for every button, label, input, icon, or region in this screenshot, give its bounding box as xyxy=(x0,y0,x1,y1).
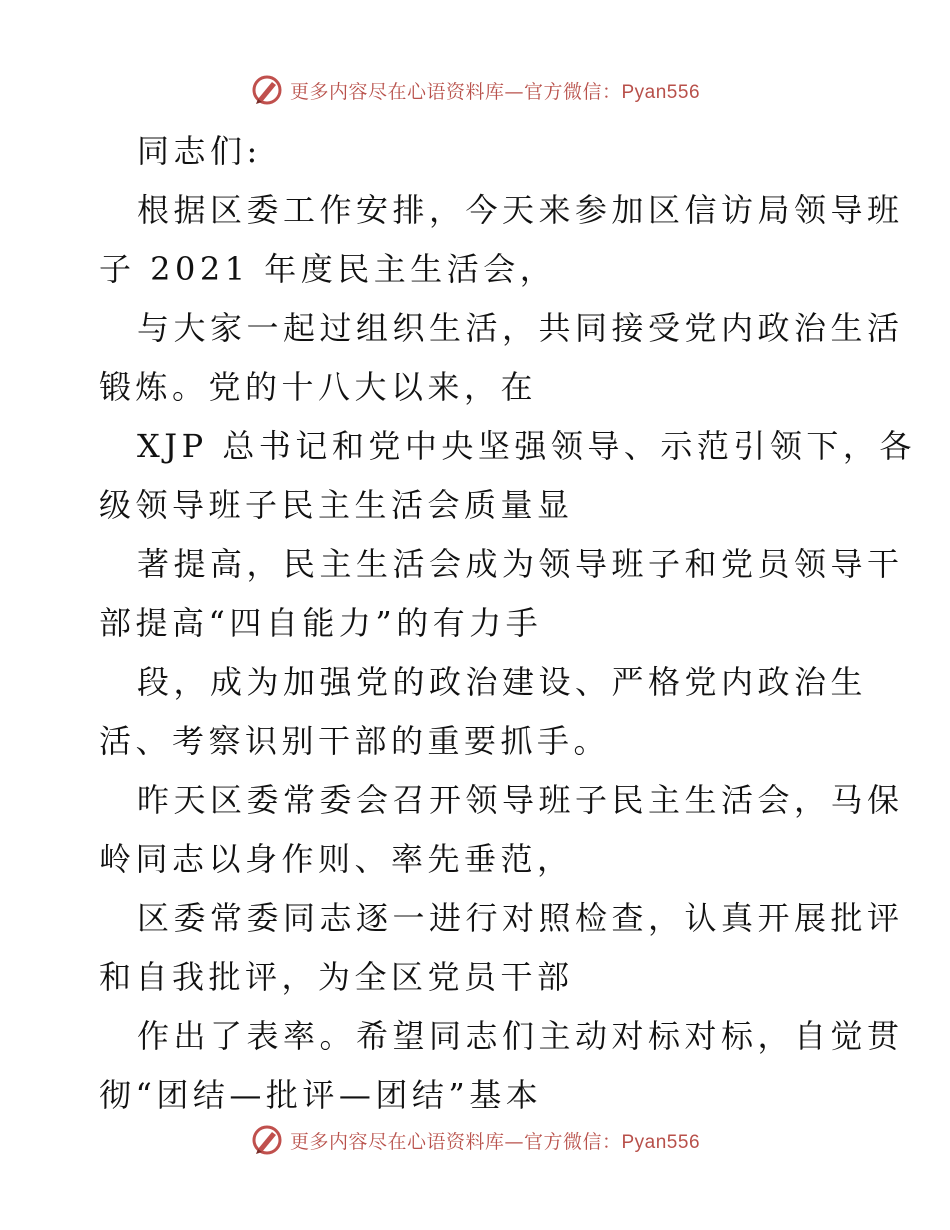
text-line: 岭同志以身作则、率先垂范， xyxy=(99,840,574,878)
text-line: 昨天区委常委会召开领导班子民主生活会，马保 xyxy=(137,781,904,819)
watermark-text xyxy=(290,77,700,104)
pen-logo-icon xyxy=(250,1123,284,1157)
watermark-text xyxy=(290,1127,700,1154)
wechat-id: Pyan556 xyxy=(621,1131,701,1153)
text-line: 活、考察识别干部的重要抓手。 xyxy=(99,722,611,760)
wechat-id: Pyan556 xyxy=(621,81,701,103)
text-line: 级领导班子民主生活会质量显 xyxy=(99,486,574,524)
text-line: 与大家一起过组织生活，共同接受党内政治生活 xyxy=(137,309,904,347)
text-line: 和自我批评，为全区党员干部 xyxy=(99,958,574,996)
watermark-label: 更多内容尽在心语资料库—官方微信： xyxy=(289,1130,622,1153)
text-line: 同志们: xyxy=(137,132,262,170)
pen-logo-icon xyxy=(250,73,284,107)
text-line: 著提高，民主生活会成为领导班子和党员领导干 xyxy=(137,545,904,583)
watermark-footer xyxy=(0,1120,950,1160)
text-line: XJP 总书记和党中央坚强领导、示范引领下，各 xyxy=(137,427,916,465)
text-line: 根据区委工作安排，今天来参加区信访局领导班 xyxy=(137,191,904,229)
text-line: 区委常委同志逐一进行对照检查，认真开展批评 xyxy=(137,899,904,937)
text-line: 锻炼。党的十八大以来，在 xyxy=(99,368,538,406)
text-line: 子 2021 年度民主生活会， xyxy=(99,250,557,288)
text-line: 段，成为加强党的政治建设、严格党内政治生 xyxy=(137,663,868,701)
watermark-label: 更多内容尽在心语资料库—官方微信： xyxy=(289,80,622,103)
text-line: 作出了表率。希望同志们主动对标对标，自觉贯 xyxy=(137,1017,904,1055)
watermark-header xyxy=(0,70,950,110)
text-line: 部提高“四自能力”的有力手 xyxy=(99,604,543,642)
speech-body xyxy=(99,122,916,1125)
text-line: 彻“团结—批评—团结”基本 xyxy=(99,1076,543,1114)
